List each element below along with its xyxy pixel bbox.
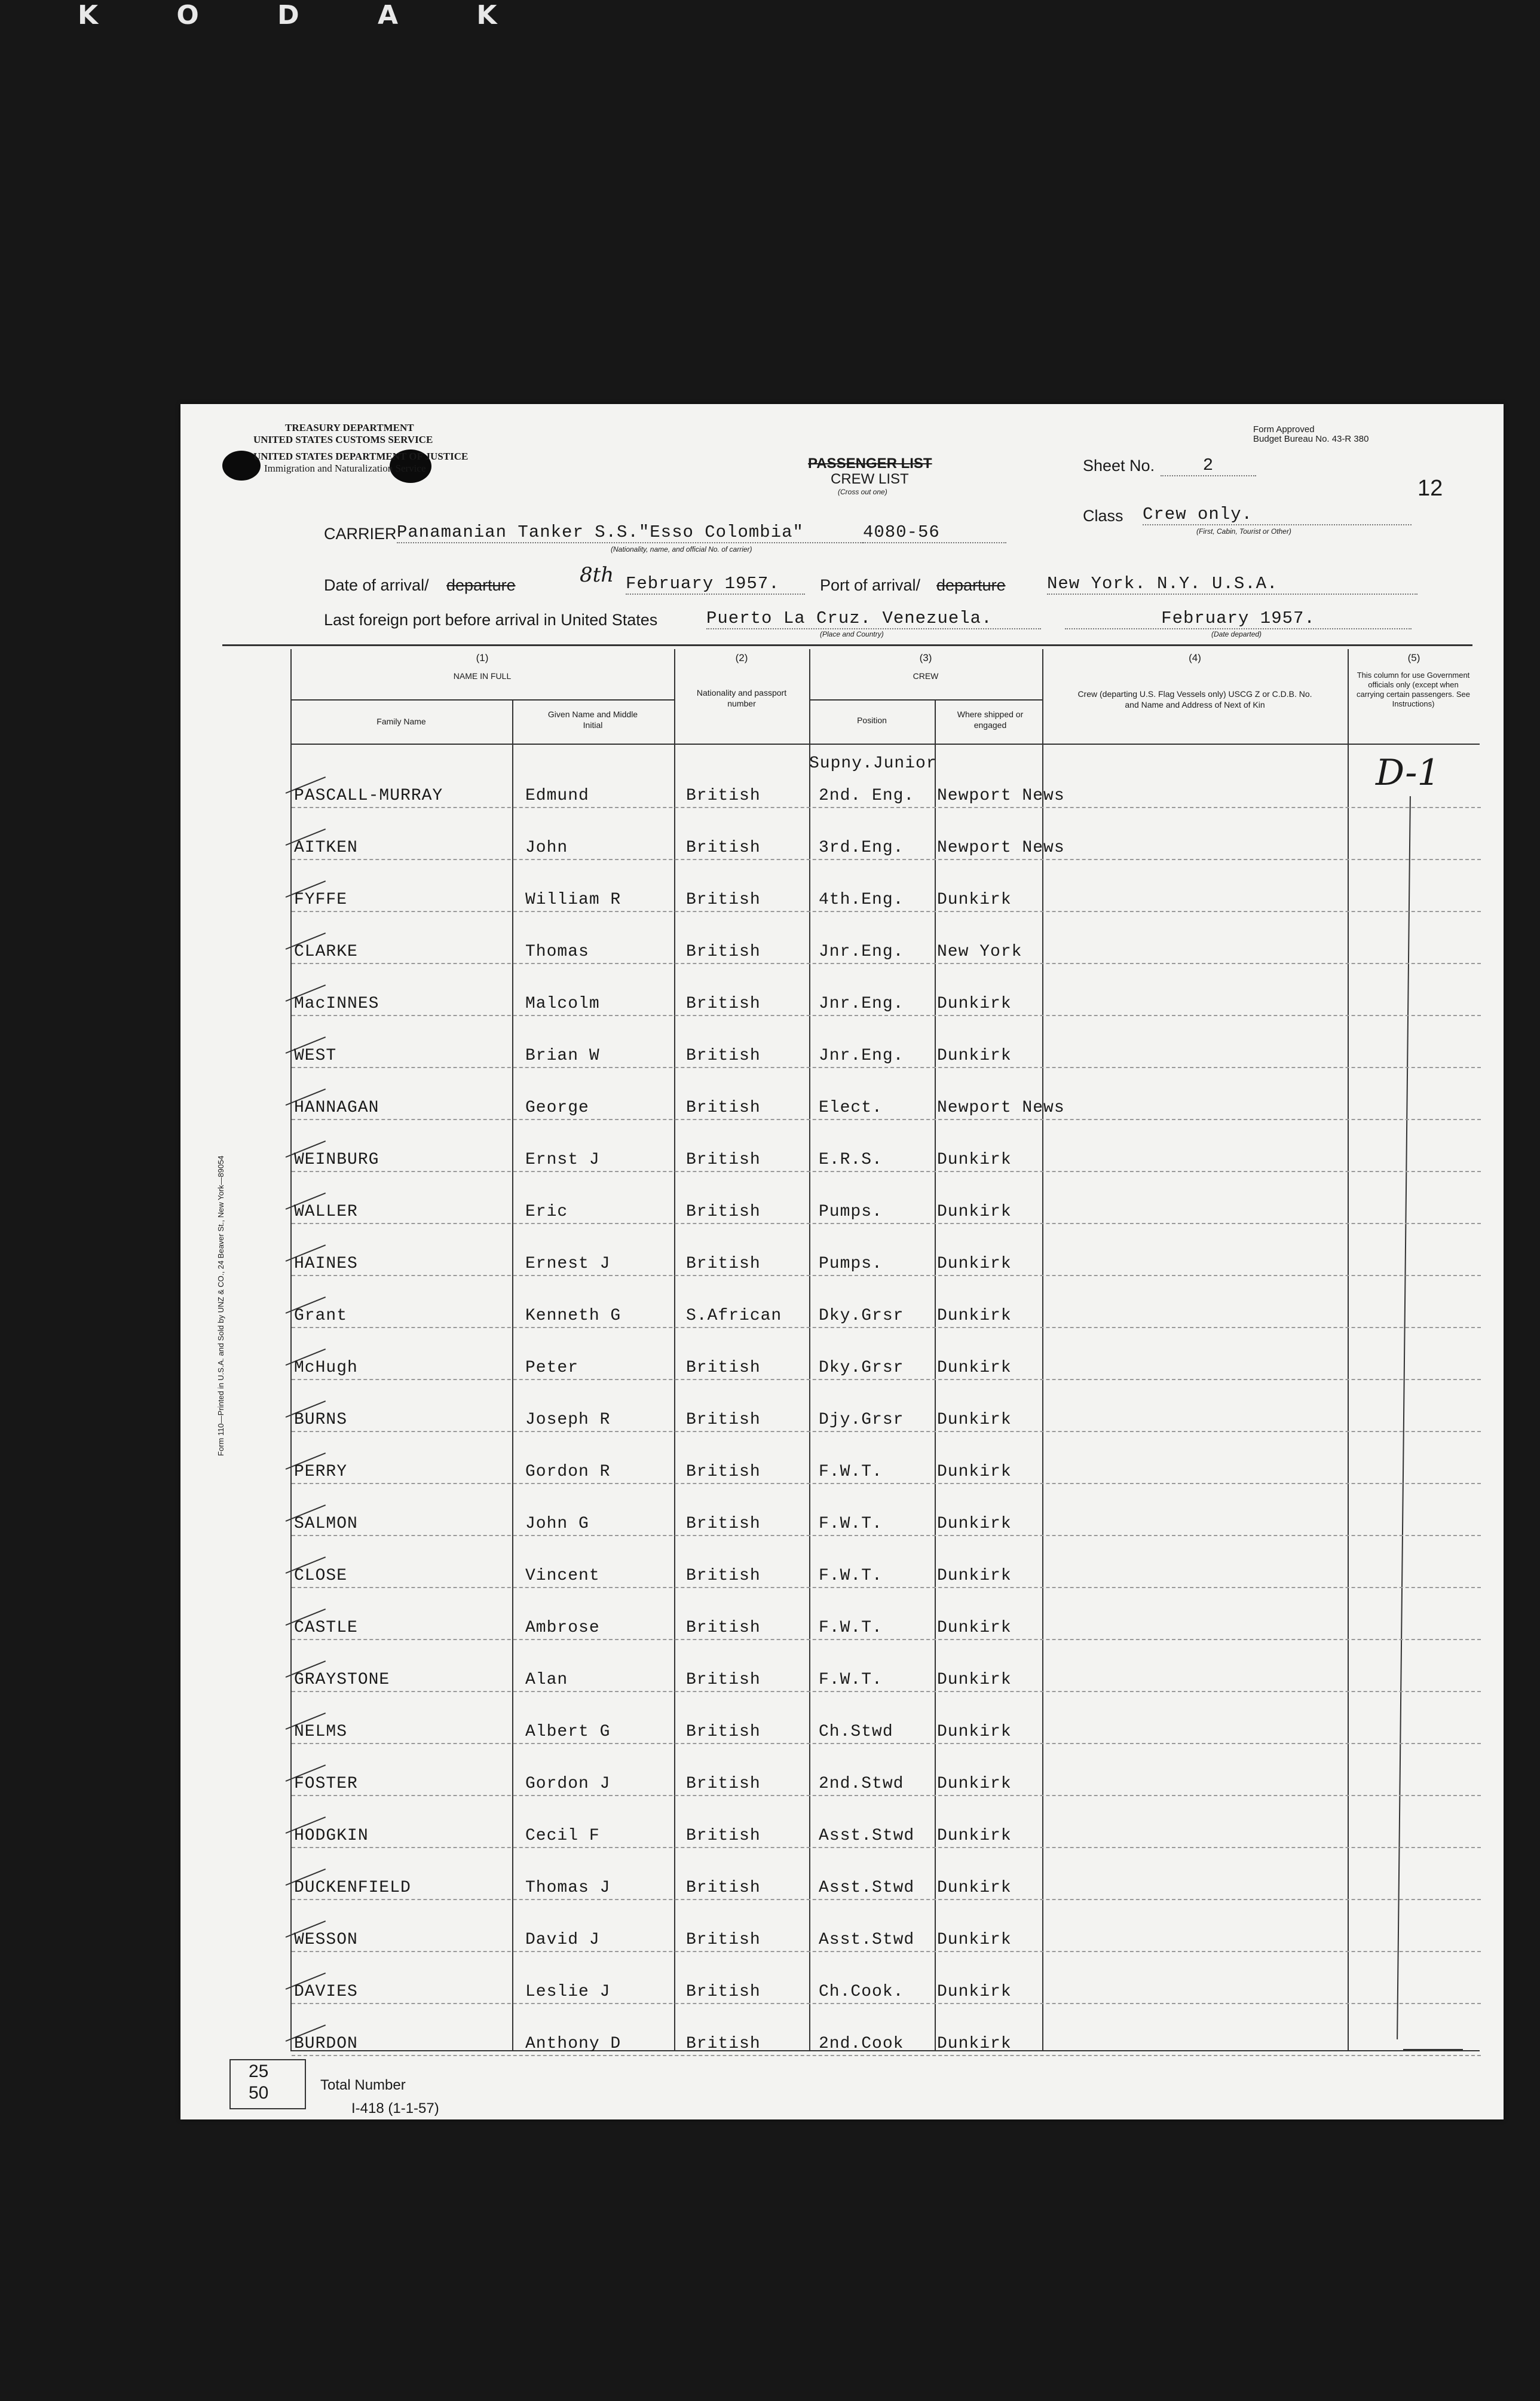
where-shipped-cell: Dunkirk [937, 1411, 1012, 1429]
family-name-cell: CASTLE [294, 1619, 358, 1637]
where-shipped-cell: Dunkirk [937, 1359, 1012, 1377]
official-annotation: D-1 [1376, 752, 1440, 794]
position-cell: Ch.Cook. [819, 1983, 904, 2001]
nationality-cell: British [686, 1151, 761, 1169]
family-name-cell: WEST [294, 1047, 337, 1065]
row-rule [292, 1431, 1481, 1432]
row-rule [292, 963, 1481, 964]
family-name-cell: Grant [294, 1307, 348, 1325]
nationality-cell: British [686, 1567, 761, 1585]
row-rule [292, 2055, 1481, 2056]
family-name-cell: HANNAGAN [294, 1099, 379, 1117]
arrival-day: 8th [580, 563, 614, 587]
nationality-cell: British [686, 943, 761, 961]
position-cell: 2nd.Stwd [819, 1775, 904, 1793]
row-rule [292, 1379, 1481, 1380]
position-cell: F.W.T. [819, 1463, 883, 1481]
last-port-label: Last foreign port before arrival in United States [324, 611, 658, 629]
where-shipped-cell: New York [937, 943, 1022, 961]
given-name-cell: Brian W [525, 1047, 600, 1065]
given-name-cell: Ambrose [525, 1619, 600, 1637]
where-shipped-cell: Dunkirk [937, 1515, 1012, 1533]
col1a-family-name: Family Name [376, 717, 426, 726]
where-shipped-cell: Dunkirk [937, 1203, 1012, 1221]
nationality-cell: British [686, 1983, 761, 2001]
row-rule [292, 1535, 1481, 1536]
where-shipped-cell: Dunkirk [937, 1723, 1012, 1741]
given-name-cell: Anthony D [525, 2035, 621, 2053]
nationality-cell: British [686, 1047, 761, 1065]
where-shipped-cell: Dunkirk [937, 891, 1012, 909]
col-divider-given [512, 699, 513, 2051]
nationality-cell: British [686, 1411, 761, 1429]
last-port-value: Puerto La Cruz. Venezuela. [706, 608, 1041, 629]
col2-title: Nationality and passport number [696, 688, 787, 708]
position-cell: Asst.Stwd [819, 1931, 915, 1949]
position-cell: Asst.Stwd [819, 1879, 915, 1897]
carrier-hint: (Nationality, name, and official No. of carrier) [611, 545, 752, 553]
family-name-cell: PASCALL-MURRAY [294, 787, 443, 805]
given-name-cell: William R [525, 891, 621, 909]
form-code: I-418 (1-1-57) [351, 2100, 439, 2116]
class-label: Class [1083, 507, 1123, 525]
family-name-cell: DAVIES [294, 1983, 358, 2001]
family-name-cell: AITKEN [294, 839, 358, 857]
nationality-cell: British [686, 1463, 761, 1481]
family-name-cell: SALMON [294, 1515, 358, 1533]
position-cell: Elect. [819, 1099, 883, 1117]
given-name-cell: John [525, 839, 568, 857]
position-cell: Jnr.Eng. [819, 943, 904, 961]
col3-number: (3) [919, 652, 932, 663]
given-name-cell: George [525, 1099, 589, 1117]
annotation-stroke-end [1403, 2049, 1463, 2050]
where-shipped-cell: Dunkirk [937, 1671, 1012, 1689]
position-cell: F.W.T. [819, 1671, 883, 1689]
where-shipped-cell: Dunkirk [937, 1775, 1012, 1793]
position-cell: Asst.Stwd [819, 1827, 915, 1845]
nationality-cell: British [686, 1359, 761, 1377]
col2-number: (2) [735, 652, 748, 663]
dept-line-1: TREASURY DEPARTMENT [285, 422, 414, 433]
where-shipped-cell: Newport News [937, 839, 1065, 857]
position-cell: F.W.T. [819, 1567, 883, 1585]
given-name-cell: Joseph R [525, 1411, 611, 1429]
row-rule [292, 1639, 1481, 1640]
subheader-rule-crew [809, 699, 1042, 701]
nationality-cell: British [686, 1515, 761, 1533]
nationality-cell: British [686, 1099, 761, 1117]
position-cell: Dky.Grsr [819, 1359, 904, 1377]
position-cell: F.W.T. [819, 1515, 883, 1533]
nationality-cell: British [686, 839, 761, 857]
first-row-position-extra: Supny.Junior [809, 754, 937, 773]
row-rule [292, 1171, 1481, 1172]
row-rule [292, 1015, 1481, 1016]
where-shipped-cell: Dunkirk [937, 1827, 1012, 1845]
header-rule [222, 644, 1472, 646]
row-rule [292, 1327, 1481, 1328]
given-name-cell: Cecil F [525, 1827, 600, 1845]
where-shipped-cell: Dunkirk [937, 1255, 1012, 1273]
cross-out-note: (Cross out one) [838, 488, 887, 496]
class-hint: (First, Cabin, Tourist or Other) [1196, 527, 1291, 536]
col4-title: Crew (departing U.S. Flag Vessels only) USCG Z or C.D.B. No. and Name and Address of Next of Kin [1077, 689, 1312, 709]
col5-title: This column for use Government officials only (except when carrying certain passengers. See Instructions) [1356, 671, 1471, 708]
nationality-cell: British [686, 995, 761, 1013]
family-name-cell: FOSTER [294, 1775, 358, 1793]
row-rule [292, 1067, 1481, 1068]
where-shipped-cell: Dunkirk [937, 1151, 1012, 1169]
family-name-cell: McHugh [294, 1359, 358, 1377]
nationality-cell: British [686, 1723, 761, 1741]
family-name-cell: BURNS [294, 1411, 348, 1429]
col4-number: (4) [1189, 652, 1201, 663]
sheet-number: 2 [1161, 455, 1256, 476]
nationality-cell: British [686, 1203, 761, 1221]
row-rule [292, 1743, 1481, 1744]
dept-line-2: UNITED STATES CUSTOMS SERVICE [253, 434, 433, 445]
position-cell: Pumps. [819, 1203, 883, 1221]
budget-bureau: Budget Bureau No. 43-R 380 [1253, 434, 1369, 444]
position-cell: 4th.Eng. [819, 891, 904, 909]
col1b-given-name: Given Name and Middle Initial [547, 709, 638, 730]
carrier-number: 4080-56 [863, 522, 1006, 543]
class-value: Crew only. [1143, 504, 1412, 525]
given-name-cell: Gordon R [525, 1463, 611, 1481]
port-value: New York. N.Y. U.S.A. [1047, 574, 1417, 595]
family-name-cell: MacINNES [294, 995, 379, 1013]
printer-note: Form 110—Printed in U.S.A. and Sold by UNZ & CO., 24 Beaver St., New York—89054 [216, 1155, 225, 1456]
row-rule [292, 1795, 1481, 1796]
nationality-cell: British [686, 1931, 761, 1949]
row-rule [292, 1275, 1481, 1276]
family-name-cell: BURDON [294, 2035, 358, 2053]
family-name-cell: HODGKIN [294, 1827, 369, 1845]
given-name-cell: Leslie J [525, 1983, 611, 2001]
position-cell: E.R.S. [819, 1151, 883, 1169]
row-rule [292, 807, 1481, 808]
nationality-cell: British [686, 787, 761, 805]
position-cell: Pumps. [819, 1255, 883, 1273]
given-name-cell: Thomas J [525, 1879, 611, 1897]
dept-line-3: UNITED STATES DEPARTMENT OF JUSTICE [253, 451, 469, 462]
position-cell: F.W.T. [819, 1619, 883, 1637]
where-shipped-cell: Dunkirk [937, 1307, 1012, 1325]
position-cell: 3rd.Eng. [819, 839, 904, 857]
col3a-position: Position [857, 715, 887, 725]
given-name-cell: Ernest J [525, 1255, 611, 1273]
given-name-cell: Alan [525, 1671, 568, 1689]
where-shipped-cell: Dunkirk [937, 1567, 1012, 1585]
nationality-cell: British [686, 2035, 761, 2053]
nationality-cell: British [686, 1775, 761, 1793]
given-name-cell: Ernst J [525, 1151, 600, 1169]
family-name-cell: CLARKE [294, 943, 358, 961]
position-cell: Dky.Grsr [819, 1307, 904, 1325]
col5-number: (5) [1407, 652, 1420, 663]
row-rule [292, 1483, 1481, 1484]
total-top: 25 [249, 2062, 269, 2081]
carrier-label: CARRIER [324, 525, 397, 543]
dept-line-4: Immigration and Naturalization Service [264, 463, 426, 474]
family-name-cell: CLOSE [294, 1567, 348, 1585]
carrier-value: Panamanian Tanker S.S."Esso Colombia" [397, 522, 863, 543]
where-shipped-cell: Dunkirk [937, 1047, 1012, 1065]
nationality-cell: S.African [686, 1307, 782, 1325]
sheet-label: Sheet No. [1083, 457, 1155, 475]
port-struck: departure [936, 576, 1006, 594]
family-name-cell: HAINES [294, 1255, 358, 1273]
port-label: Port of arrival/ [820, 576, 921, 594]
given-name-cell: Gordon J [525, 1775, 611, 1793]
film-edge-marking: K O D A K [78, 0, 532, 30]
nationality-cell: British [686, 891, 761, 909]
family-name-cell: GRAYSTONE [294, 1671, 390, 1689]
row-rule [292, 911, 1481, 912]
row-rule [292, 1951, 1481, 1952]
where-shipped-cell: Dunkirk [937, 1463, 1012, 1481]
date-departed-hint: (Date departed) [1211, 630, 1262, 638]
row-rule [292, 1119, 1481, 1120]
family-name-cell: WALLER [294, 1203, 358, 1221]
annotation-stroke [1397, 796, 1411, 2039]
passenger-list-struck: PASSENGER LIST [808, 455, 932, 472]
row-rule [292, 2003, 1481, 2004]
given-name-cell: Vincent [525, 1567, 600, 1585]
given-name-cell: Peter [525, 1359, 579, 1377]
where-shipped-cell: Dunkirk [937, 1931, 1012, 1949]
total-box [229, 2059, 306, 2109]
family-name-cell: PERRY [294, 1463, 348, 1481]
family-name-cell: WEINBURG [294, 1151, 379, 1169]
nationality-cell: British [686, 1827, 761, 1845]
total-number-label: Total Number [320, 2077, 406, 2093]
row-rule [292, 1587, 1481, 1588]
family-name-cell: NELMS [294, 1723, 348, 1741]
page-number: 12 [1417, 476, 1443, 501]
crew-list-document [180, 404, 1504, 2119]
where-shipped-cell: Newport News [937, 1099, 1065, 1117]
col3b-where-shipped: Where shipped or engaged [957, 709, 1024, 730]
arrival-date-label: Date of arrival/ [324, 576, 429, 594]
arrival-date-value: February 1957. [626, 574, 805, 595]
crew-list-title: CREW LIST [831, 471, 909, 487]
arrival-date-struck: departure [446, 576, 516, 594]
position-cell: 2nd. Eng. [819, 787, 915, 805]
given-name-cell: Kenneth G [525, 1307, 621, 1325]
last-port-hint: (Place and Country) [820, 630, 884, 638]
given-name-cell: Albert G [525, 1723, 611, 1741]
where-shipped-cell: Dunkirk [937, 2035, 1012, 2053]
given-name-cell: Eric [525, 1203, 568, 1221]
row-rule [292, 859, 1481, 860]
col1-title: NAME IN FULL [453, 671, 512, 681]
col3-title: CREW [913, 671, 939, 681]
position-cell: Ch.Stwd [819, 1723, 893, 1741]
where-shipped-cell: Dunkirk [937, 1983, 1012, 2001]
form-approval: Form Approved [1253, 424, 1315, 435]
row-rule [292, 1899, 1481, 1900]
position-cell: 2nd.Cook [819, 2035, 904, 2053]
where-shipped-cell: Dunkirk [937, 1879, 1012, 1897]
nationality-cell: British [686, 1879, 761, 1897]
nationality-cell: British [686, 1671, 761, 1689]
column-header-bottom [290, 744, 1480, 745]
where-shipped-cell: Newport News [937, 787, 1065, 805]
given-name-cell: Malcolm [525, 995, 600, 1013]
family-name-cell: DUCKENFIELD [294, 1879, 411, 1897]
given-name-cell: David J [525, 1931, 600, 1949]
row-rule [292, 1691, 1481, 1692]
family-name-cell: WESSON [294, 1931, 358, 1949]
family-name-cell: FYFFE [294, 891, 348, 909]
position-cell: Djy.Grsr [819, 1411, 904, 1429]
where-shipped-cell: Dunkirk [937, 1619, 1012, 1637]
row-rule [292, 1847, 1481, 1848]
where-shipped-cell: Dunkirk [937, 995, 1012, 1013]
nationality-cell: British [686, 1255, 761, 1273]
position-cell: Jnr.Eng. [819, 995, 904, 1013]
col1-number: (1) [476, 652, 489, 663]
given-name-cell: Edmund [525, 787, 589, 805]
date-departed-value: February 1957. [1065, 608, 1412, 629]
given-name-cell: John G [525, 1515, 589, 1533]
position-cell: Jnr.Eng. [819, 1047, 904, 1065]
nationality-cell: British [686, 1619, 761, 1637]
subheader-rule [290, 699, 674, 701]
row-rule [292, 1223, 1481, 1224]
col-divider-shipped [935, 699, 936, 2051]
total-bottom: 50 [249, 2083, 269, 2103]
given-name-cell: Thomas [525, 943, 589, 961]
